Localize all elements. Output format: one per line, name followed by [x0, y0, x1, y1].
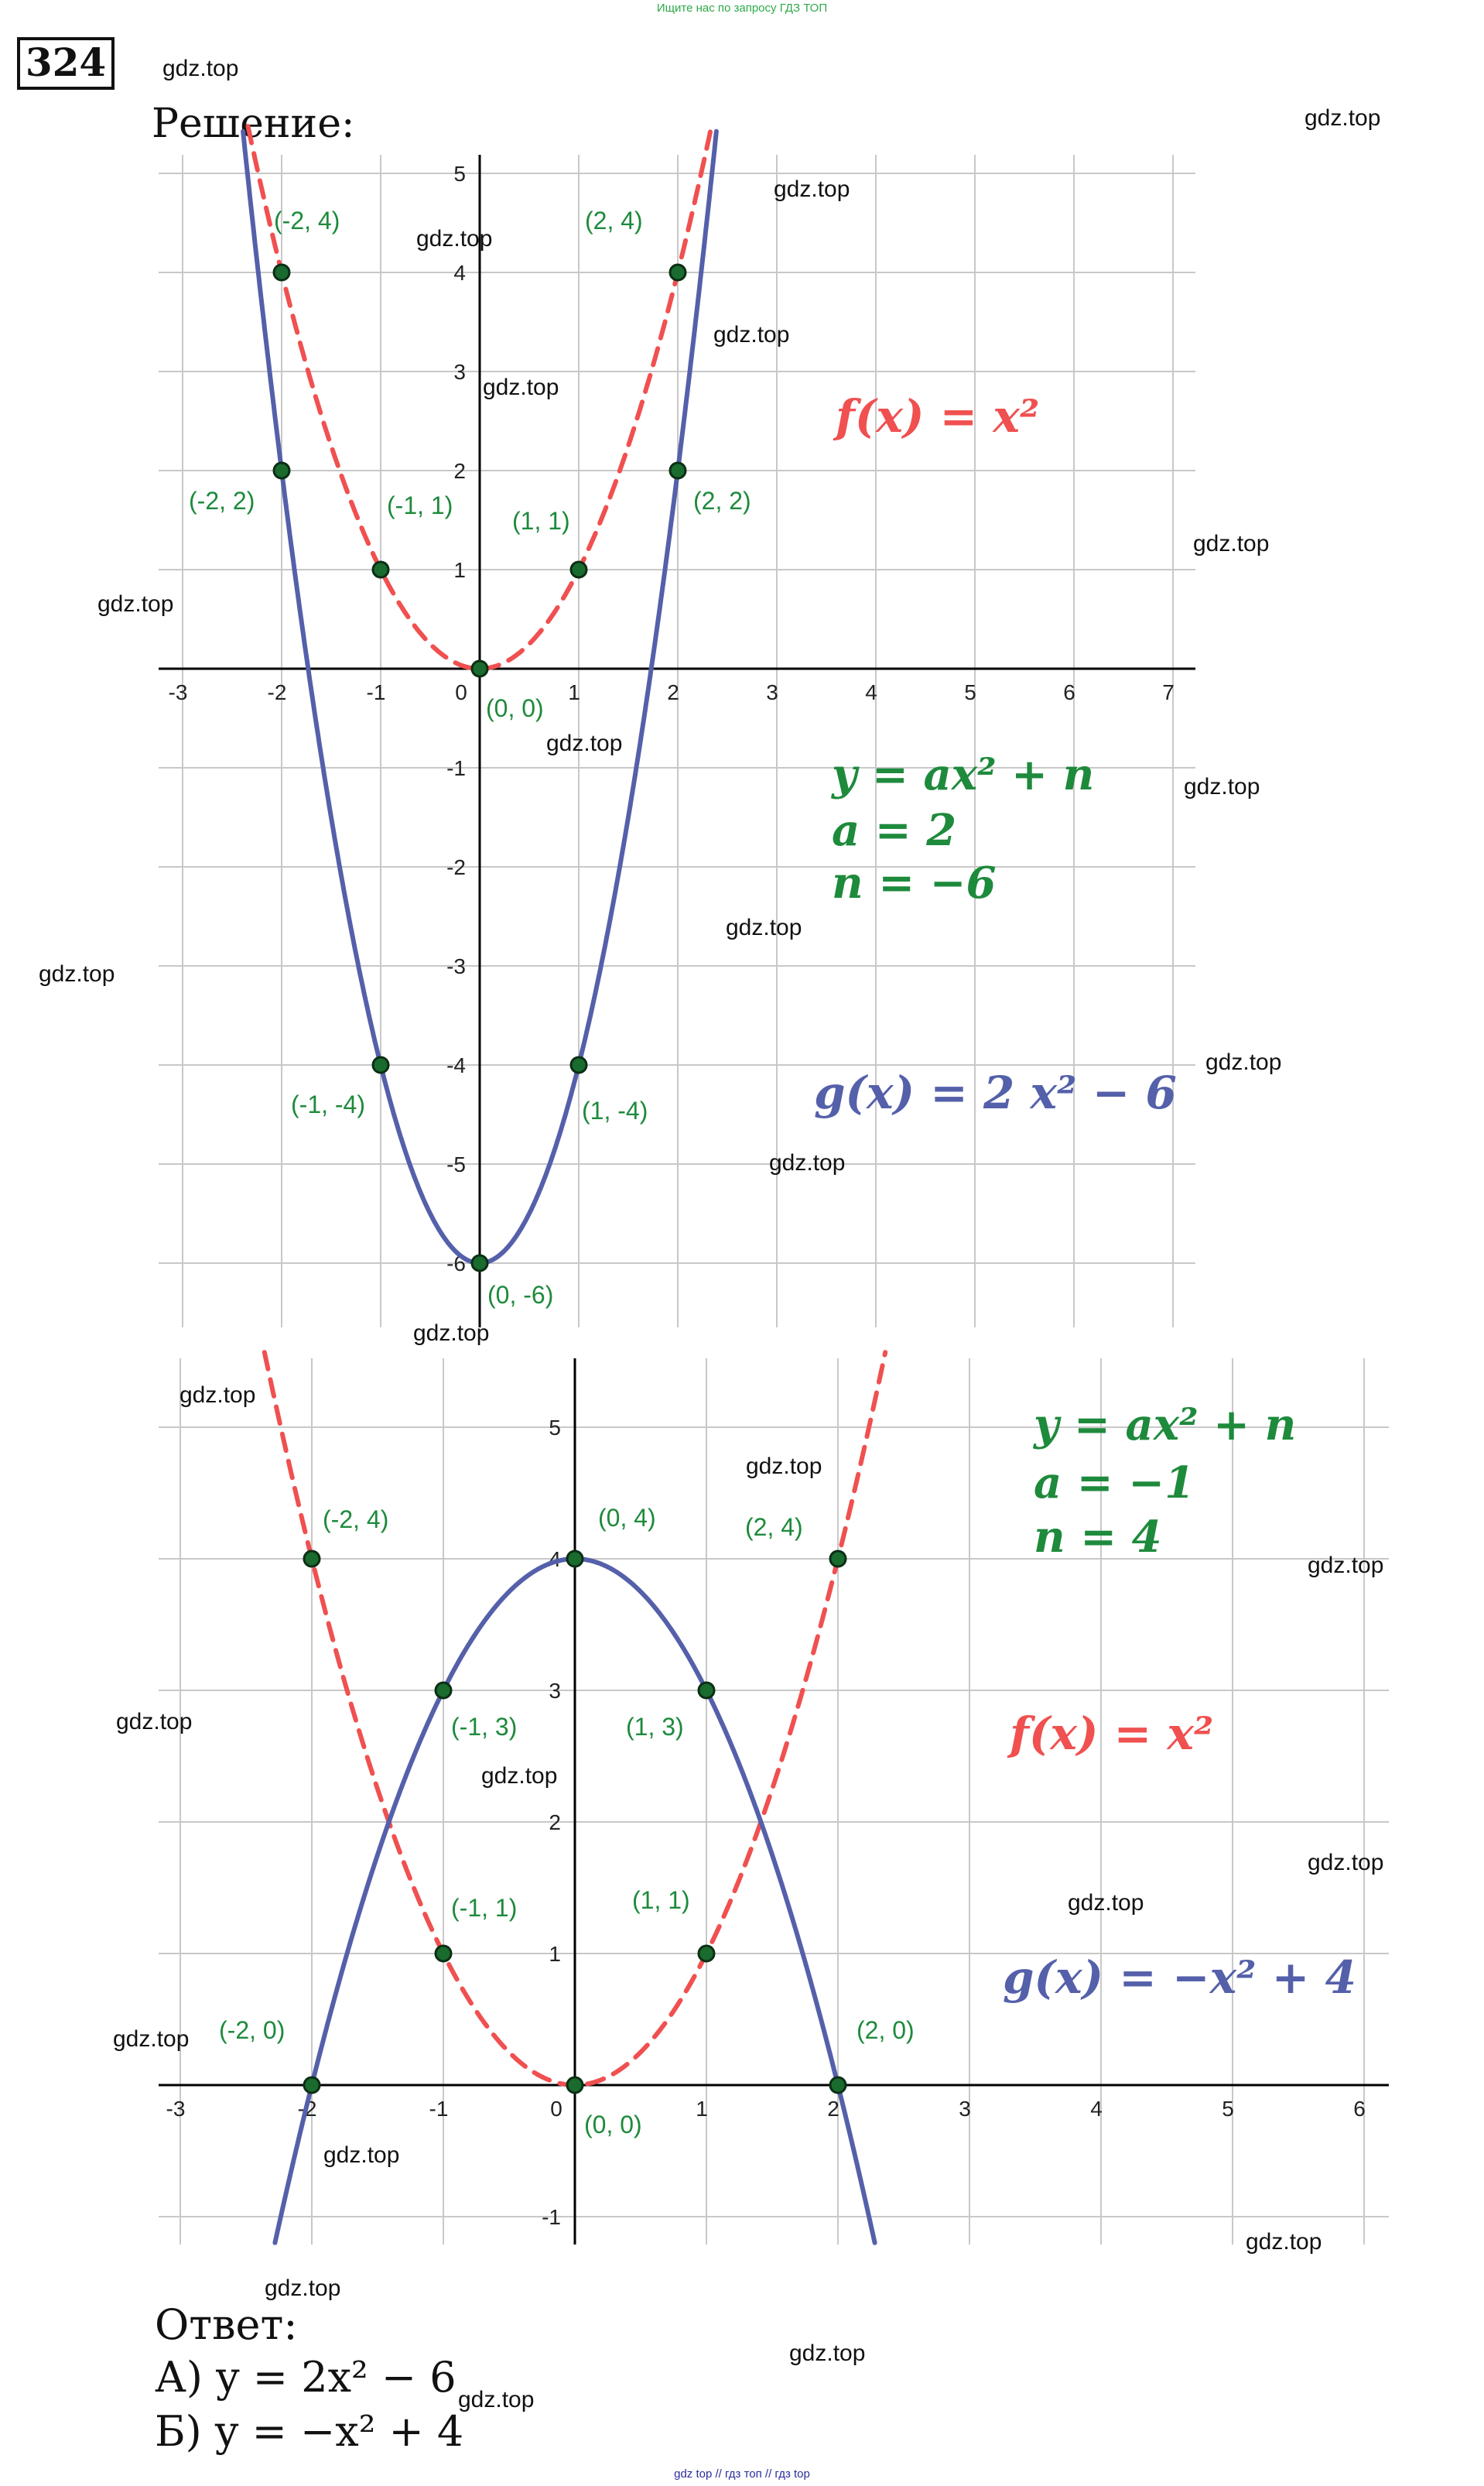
- x-tick-label: 3: [959, 2097, 971, 2121]
- watermark: gdz.top: [1308, 1553, 1384, 1578]
- data-point: [274, 463, 289, 478]
- watermark: gdz.top: [1205, 1050, 1282, 1075]
- watermark: gdz.top: [39, 961, 115, 987]
- answer-a: А) y = 2x² − 6: [155, 2353, 456, 2402]
- point-label: (1, 1): [512, 507, 570, 535]
- watermark: gdz.top: [116, 1709, 193, 1734]
- point-label: (-2, 0): [219, 2016, 286, 2044]
- watermark: gdz.top: [1304, 105, 1381, 131]
- top-banner: Ищите нас по запросу ГДЗ ТОП: [656, 2, 828, 15]
- x-tick-label: 6: [1063, 680, 1075, 704]
- chart2-f-formula: f(x) = x²: [1010, 1707, 1214, 1760]
- point-label: (2, 4): [745, 1513, 803, 1541]
- data-point: [304, 2077, 320, 2093]
- answer-b: Б) y = −x² + 4: [155, 2407, 464, 2456]
- x-tick-label: 5: [1222, 2097, 1234, 2121]
- point-label: (0, -6): [487, 1281, 554, 1309]
- data-point: [373, 1057, 388, 1073]
- watermark: gdz.top: [726, 915, 802, 940]
- x-tick-label: 0: [550, 2097, 562, 2121]
- data-point: [699, 1683, 714, 1698]
- point-label: (2, 2): [693, 487, 751, 515]
- watermark: gdz.top: [481, 1763, 558, 1789]
- y-tick-label: -2: [446, 855, 466, 879]
- y-tick-label: 3: [549, 1679, 561, 1703]
- x-tick-label: -2: [297, 2097, 317, 2121]
- x-tick-label: 3: [766, 680, 778, 704]
- chart2-annotation-2: a = −1: [1034, 1457, 1195, 1508]
- watermark: gdz.top: [769, 1150, 846, 1176]
- data-point: [472, 1255, 487, 1271]
- point-label: (0, 0): [486, 694, 544, 722]
- watermark: gdz.top: [1068, 1890, 1144, 1916]
- watermark: gdz.top: [483, 375, 559, 400]
- y-tick-label: 4: [549, 1547, 561, 1571]
- x-tick-label: 4: [1090, 2097, 1103, 2121]
- watermark: gdz.top: [1246, 2229, 1322, 2255]
- watermark: gdz.top: [1184, 774, 1260, 800]
- x-tick-label: 6: [1353, 2097, 1366, 2121]
- data-point: [373, 562, 388, 577]
- watermark: gdz.top: [746, 1454, 822, 1479]
- point-label: (-1, 3): [451, 1713, 518, 1741]
- y-tick-label: 4: [453, 261, 466, 285]
- y-tick-label: -1: [542, 2205, 561, 2229]
- point-label: (0, 0): [584, 2111, 642, 2138]
- data-point: [571, 1057, 586, 1073]
- problem-number: 324: [17, 37, 115, 90]
- watermark: gdz.top: [774, 176, 850, 202]
- y-tick-label: 3: [453, 360, 466, 384]
- data-point: [436, 1946, 451, 1961]
- chart1-g-formula: g(x) = 2 x² − 6: [814, 1067, 1177, 1119]
- point-label: (-1, 1): [387, 491, 453, 519]
- x-tick-label: 2: [827, 2097, 839, 2121]
- point-label: (-1, 1): [451, 1894, 518, 1922]
- watermark: gdz.top: [265, 2275, 341, 2301]
- point-label: (1, -4): [582, 1097, 648, 1125]
- chart2-g-formula: g(x) = −x² + 4: [1003, 1951, 1356, 2004]
- y-tick-label: -6: [446, 1252, 466, 1276]
- y-tick-label: -3: [446, 954, 466, 978]
- data-point: [274, 265, 289, 280]
- point-label: (-2, 2): [189, 487, 255, 515]
- data-point: [830, 2077, 846, 2093]
- data-point: [670, 265, 686, 280]
- chart1-annotation-3: n = −6: [832, 858, 997, 909]
- x-tick-label: -1: [429, 2097, 449, 2121]
- chart-2: [159, 1352, 1389, 2245]
- watermark: gdz.top: [97, 591, 174, 617]
- data-point: [304, 1551, 320, 1567]
- y-tick-label: 5: [549, 1416, 561, 1440]
- solution-heading: Решение:: [152, 101, 355, 147]
- chart2-annotation-1: y = ax² + n: [1034, 1399, 1297, 1450]
- data-point: [567, 1551, 583, 1567]
- answer-title: Ответ:: [155, 2300, 298, 2349]
- data-point: [670, 463, 686, 478]
- chart-1: [159, 126, 1195, 1327]
- point-label: (0, 4): [598, 1504, 656, 1532]
- x-tick-label: -1: [366, 680, 386, 704]
- data-point: [830, 1551, 846, 1567]
- point-label: (1, 1): [632, 1886, 690, 1914]
- point-label: (-2, 4): [323, 1505, 389, 1533]
- watermark: gdz.top: [323, 2142, 400, 2168]
- point-label: (2, 0): [857, 2016, 915, 2044]
- chart2-annotation-3: n = 4: [1034, 1512, 1162, 1563]
- watermark: gdz.top: [416, 226, 493, 252]
- y-tick-label: -1: [446, 756, 466, 780]
- chart1-annotation-2: a = 2: [832, 805, 957, 856]
- x-tick-label: -3: [168, 680, 188, 704]
- x-tick-label: 5: [964, 680, 976, 704]
- watermark: gdz.top: [180, 1382, 256, 1408]
- y-tick-label: 5: [453, 162, 466, 186]
- y-tick-label: -4: [446, 1053, 466, 1077]
- x-tick-label: 7: [1162, 680, 1175, 704]
- watermark: gdz.top: [1308, 1850, 1384, 1875]
- bottom-banner: gdz top // гдз топ // гдз top: [674, 2467, 810, 2481]
- y-tick-label: 1: [549, 1942, 561, 1966]
- point-label: (2, 4): [585, 207, 643, 235]
- y-tick-label: -5: [446, 1152, 466, 1176]
- data-point: [567, 2077, 583, 2093]
- y-tick-label: 2: [549, 1810, 561, 1834]
- watermark: gdz.top: [162, 56, 239, 81]
- data-point: [472, 661, 487, 676]
- point-label: (-1, -4): [291, 1091, 365, 1118]
- x-tick-label: -3: [166, 2097, 186, 2121]
- data-point: [571, 562, 586, 577]
- x-tick-label: 1: [568, 680, 580, 704]
- chart1-f-formula: f(x) = x²: [836, 390, 1040, 443]
- watermark: gdz.top: [458, 2387, 535, 2412]
- data-point: [436, 1683, 451, 1698]
- watermark: gdz.top: [713, 322, 790, 348]
- x-tick-label: 4: [865, 680, 877, 704]
- x-tick-label: 0: [455, 680, 467, 704]
- watermark: gdz.top: [546, 731, 623, 756]
- point-label: (1, 3): [626, 1713, 684, 1741]
- data-point: [699, 1946, 714, 1961]
- x-tick-label: -2: [267, 680, 287, 704]
- y-tick-label: 2: [453, 459, 466, 483]
- x-tick-label: 1: [696, 2097, 708, 2121]
- watermark: gdz.top: [789, 2340, 866, 2366]
- watermark: gdz.top: [413, 1320, 490, 1346]
- y-tick-label: 1: [453, 558, 466, 582]
- point-label: (-2, 4): [274, 207, 340, 235]
- watermark: gdz.top: [113, 2026, 190, 2052]
- watermark: gdz.top: [1193, 531, 1270, 556]
- x-tick-label: 2: [667, 680, 679, 704]
- chart1-annotation-1: y = ax² + n: [832, 749, 1095, 800]
